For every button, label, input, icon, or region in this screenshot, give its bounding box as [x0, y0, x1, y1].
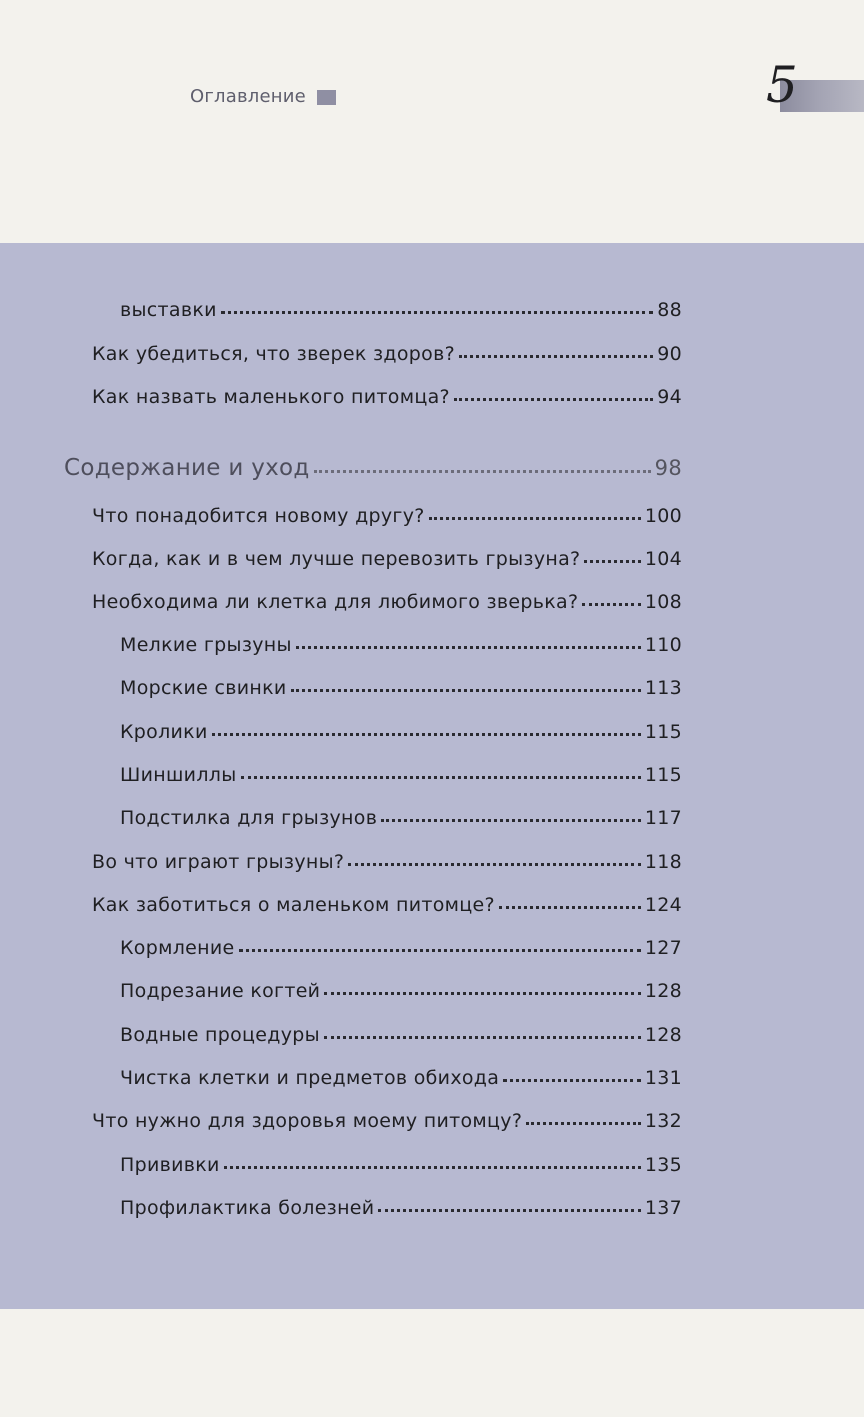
toc-entry-page: 110 [644, 634, 682, 656]
toc-entry-page: 118 [644, 851, 682, 873]
toc-entry-nazvat [92, 386, 682, 408]
toc-entry-title: Морские свинки [120, 677, 287, 699]
toc-entry-page: 132 [644, 1110, 682, 1132]
toc-entry-title: Как убедиться, что зверек здоров? [92, 343, 455, 365]
toc-entry-title: Мелкие грызуны [120, 634, 292, 656]
toc-leader-dots [212, 733, 641, 736]
toc-entry-title: Как заботиться о маленьком питомце? [92, 894, 495, 916]
page-number: 5 [766, 56, 798, 114]
toc-entry-title: Когда, как и в чем лучше перевозить грызуна? [92, 548, 581, 570]
toc-leader-dots [348, 863, 641, 866]
toc-entry-title: Подрезание когтей [120, 980, 321, 1002]
toc-leader-dots [459, 355, 653, 358]
toc-entry-title: Необходима ли клетка для любимого зверька? [92, 591, 579, 613]
toc-entry-shinshilly [120, 764, 682, 786]
toc-leader-dots [429, 517, 641, 520]
toc-entry-page: 113 [644, 677, 682, 699]
toc-leader-dots [582, 603, 640, 606]
toc-entry-page: 137 [644, 1197, 682, 1219]
toc-entry-title: Чистка клетки и предметов обихода [120, 1067, 500, 1089]
toc-entry-igrayut [92, 851, 682, 873]
toc-entry-kletka [92, 591, 682, 613]
toc-entry-page: 94 [657, 386, 682, 408]
toc-entry-zabotitsya [92, 894, 682, 916]
toc-entry-page: 117 [644, 807, 682, 829]
toc-leader-dots [454, 398, 653, 401]
toc-entry-melkie [120, 634, 682, 656]
toc-leader-dots [291, 689, 641, 692]
toc-entry-page: 115 [644, 764, 682, 786]
toc-entry-zdorov [92, 343, 682, 365]
toc-entry-kormlenie [120, 937, 682, 959]
toc-entry-profilaktika [120, 1197, 682, 1219]
toc-entry-page: 127 [644, 937, 682, 959]
toc-entry-title: Что нужно для здоровья моему питомцу? [92, 1110, 523, 1132]
toc-entry-title: Кролики [120, 721, 208, 743]
toc-entry-title: Кормление [120, 937, 235, 959]
running-head: Оглавление [190, 86, 306, 107]
toc-section-page: 98 [654, 456, 682, 480]
toc-entry-kroliki [120, 721, 682, 743]
toc-entry-perevozit [92, 548, 682, 570]
toc-leader-dots [584, 560, 640, 563]
toc-entry-page: 104 [644, 548, 682, 570]
toc-entry-page: 128 [644, 980, 682, 1002]
toc-entry-title: Что понадобится новому другу? [92, 505, 425, 527]
toc-leader-dots [239, 949, 641, 952]
toc-entry-chistka [120, 1067, 682, 1089]
toc-leader-dots [324, 1036, 641, 1039]
toc-entry-title: Во что играют грызуны? [92, 851, 345, 873]
toc-entry-kogti [120, 980, 682, 1002]
toc-entry-zdorovya [92, 1110, 682, 1132]
toc-section-soderzhanie [64, 455, 682, 481]
toc-entry-title: выставки [120, 299, 217, 321]
toc-entry-title: Как назвать маленького питомца? [92, 386, 450, 408]
toc-entry-title: Прививки [120, 1154, 220, 1176]
toc-leader-dots [499, 906, 641, 909]
toc-leader-dots [224, 1166, 641, 1169]
toc-entry-title: Подстилка для грызунов [120, 807, 378, 829]
toc-entry-podstilka [120, 807, 682, 829]
toc-entry-page: 100 [644, 505, 682, 527]
toc-entry-page: 135 [644, 1154, 682, 1176]
toc-leader-dots [221, 311, 653, 314]
toc-leader-dots [378, 1209, 640, 1212]
toc-leader-dots [503, 1079, 641, 1082]
toc-entry-page: 124 [644, 894, 682, 916]
toc-entry-title: Водные процедуры [120, 1024, 320, 1046]
toc-leader-dots [526, 1122, 641, 1125]
toc-leader-dots [324, 992, 640, 995]
toc-entry-page: 131 [644, 1067, 682, 1089]
toc-entry-page: 88 [657, 299, 682, 321]
toc-entry-page: 115 [644, 721, 682, 743]
toc-entry-page: 128 [644, 1024, 682, 1046]
toc-leader-dots [296, 646, 641, 649]
toc-entry-page: 90 [657, 343, 682, 365]
toc-leader-dots [381, 819, 641, 822]
toc-entry-page: 108 [644, 591, 682, 613]
toc-leader-dots [314, 470, 651, 473]
running-head-square [317, 90, 336, 105]
toc-entry-title: Шиншиллы [120, 764, 237, 786]
toc-entry-vystavki [120, 299, 682, 321]
toc-entry-privivki [120, 1154, 682, 1176]
toc-entry-ponadobitsya [92, 505, 682, 527]
toc-leader-dots [241, 776, 641, 779]
toc-entry-svinki [120, 677, 682, 699]
toc-section-title: Содержание и уход [64, 455, 310, 481]
toc-entry-vodnye [120, 1024, 682, 1046]
toc-entry-title: Профилактика болезней [120, 1197, 375, 1219]
